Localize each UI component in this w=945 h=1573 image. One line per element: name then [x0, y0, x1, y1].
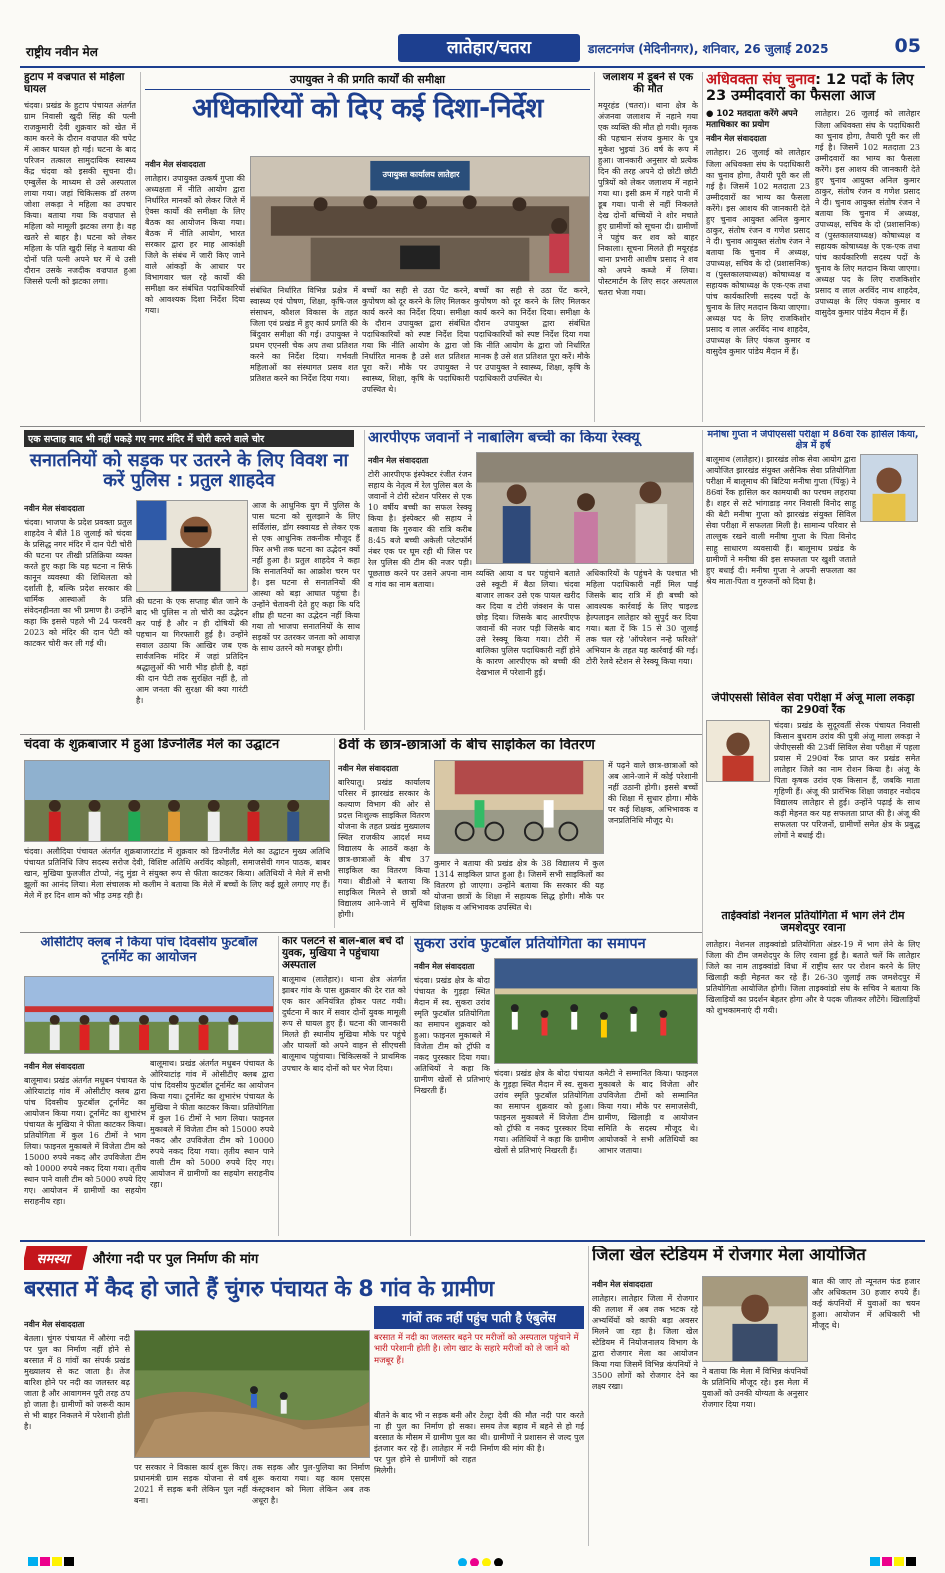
- byline: नवीन मेल संवाददाता: [24, 1062, 85, 1071]
- article-body-2: संबंधित निर्धारित विभिन्न प्रक्षेत्र में स्वास्थ्य एवं पोषण, शिक्षा, कृषि-जल संसाधन, कौशल विकास के तहत जिला एवं प्रखंड में हुए कार्य प्रगति की बिंदुवार समीक्षा की गई। उपायुक्त ने प्रथम एएनसी चेक अप तथा प्रतिशत करने का निर्देश दिया। गर्भवती महिलाओं का संस्थागत प्रसव शत प्रतिशत करने का निर्देश दिया गया।: [250, 286, 358, 384]
- officer-photo: [702, 1276, 808, 1362]
- cycle-photo: [434, 760, 604, 854]
- headline: मनीषा गुप्ता ने जेपीएससी परीक्षा में 86वां रैंक हासिल किया, क्षेत्र में हर्ष: [707, 430, 919, 451]
- football-team-photo: [24, 976, 274, 1054]
- article-body-3: बात की जाए तो न्यूनतम फंड हजार और अधिकतम 30 हजार रुपये हैं। कई कंपनियों में युवाओं का चयन हुआ। आयोजन में अधिकारी भी मौजूद थे।: [812, 1277, 920, 1331]
- byline: नवीन मेल संवाददाता: [145, 160, 206, 169]
- headline: जलाशय में डूबने से एक की मौत: [602, 72, 694, 95]
- article-body-2: बालूमाथ। प्रखंड अंतर्गत मधुबन पंचायत के ओरियाटांड़ गांव में ओसीटीए क्लब द्वारा पांच दिवसीय फुटबॉल टूर्नामेंट का आयोजन किया गया। टूर्नामेंट का शुभारंभ पंचायत के मुखिया ने फीता काटकर किया। प्रतियोगिता में कुल 16 टीमों ने भाग लिया। फाइनल मुकाबले में विजेता टीम को 15000 रुपये नकद और उपविजेता टीम को 10000 रुपये नकद दिया गया। तृतीय स्थान पाने वाली टीम को 5000 रुपये दिए गए। आयोजन में ग्रामीणों का सहयोग सराहनीय रहा।: [150, 1059, 274, 1190]
- byline: नवीन मेल संवाददाता: [414, 962, 475, 971]
- rescue-photo: [476, 452, 694, 564]
- kicker: अधिवक्ता संघ चुनाव: [706, 72, 816, 88]
- article-body: लातेहार। लातेहार जिला में रोजगार की तलाश में अब तक भटक रहे अभ्यर्थियों को काफी बड़ा अवसर मिलने जा रहा है। जिला खेल स्टेडियम में नियोजनालय विभाग के द्वारा रोजगार मेला का आयोजन किया गया जिसमें विभिन्न कंपनियों ने 3500 लोगों को रोजगार देने का लक्ष्य रखा।: [592, 1294, 698, 1392]
- article-body-2: की घटना के एक सप्ताह बीत जाने के बाद भी पुलिस न तो चोरी का उद्भेदन कर पाई है और न ही दोषियों की पहचान या गिरफ्तारी हुई है। उन्होंने सवाल उठाया कि आखिर जब एक सार्वजनिक मंदिर में जहां प्रतिदिन श्रद्धालुओं की भारी भीड़ होती है, वहां की दान पेटी तक सुरक्षित नहीं है, तो आम जनता की सुरक्षा की क्या गारंटी है।: [136, 597, 248, 706]
- article-body: चंदवा। अलौदिया पंचायत अंतर्गत शुक्रबाजारटांड में शुक्रवार को डिज्नीलैंड मेले का उद्घाटन मुख्य अतिथि पंचायत प्रतिनिधि जिप सदस्य सरोज देवी, विशिष्ट अतिथि अरविंद कोहली, समाजसेवी गगन पाठक, बाबर खान, मुखिया फुलजीत टोप्पो, नंदु मुंडा ने संयुक्त रूप से फीता काटकर किया। अतिथियों ने मेले में सभी झूलों का आनंद लिया। मेला संचालक मो कलीम ने बताया कि मेले में बच्चों के लिए कई झूले लगाए गए हैं। मेले में हर दिन शाम को भीड़ उमड़ रही है।: [24, 847, 330, 901]
- article-body-2: चंदवा। प्रखंड क्षेत्र के बोदा पंचायत के गुड़हा स्थित मैदान में स्व. सुकरा उरांव स्मृति फुटबॉल प्रतियोगिता का समापन शुक्रवार को हुआ। फाइनल मुकाबले में विजेता टीम को ट्रॉफी व नकद पुरस्कार दिया गया। अतिथियों ने कहा कि ग्रामीण खेलों से प्रतिभाएं निखरती हैं।: [494, 1069, 594, 1156]
- kicker: औरंगा नदी पर पुल निर्माण की मांग: [92, 1252, 259, 1267]
- article-advocate-election: [706, 72, 920, 422]
- article-body-3: तक सड़क और पुल-पुलिया का निर्माण शुरू कराया गया। यह काम एसएस कंस्ट्रक्शन को मिला लेकिन अब तक अधूरा है।: [252, 1463, 370, 1506]
- article-manisha-jpsc: [706, 430, 920, 690]
- byline: नवीन मेल संवाददाता: [24, 1320, 85, 1329]
- cyan-swatch: [28, 1557, 38, 1566]
- flooded-road-photo: [134, 1330, 370, 1458]
- black-swatch: [64, 1557, 74, 1566]
- article-body-3: आज के आधुनिक युग में पुलिस के पास घटना को सुलझाने के लिए सर्विलांस, डॉग स्क्वायड से लेकर एक से एक आधुनिक तकनीक मौजूद हैं फिर अभी तक घटना का उद्भेदन क्यों नहीं हुआ है। प्रतुल शाहदेव ने कहा कि सनातनियों का आक्रोश चरम पर है। इस घटना से सनातनियों की आस्था को बड़ा आघात पहुंचा है। उन्होंने चेतावनी देते हुए कहा कि यदि शीघ्र ही घटना का उद्भेदन नहीं किया गया तो भाजपा सनातनियों के साथ सड़कों पर उतरकर जनता को आवाज़ के साथ उतरने को मजबूर होगी।: [252, 501, 360, 654]
- yellow-swatch-right: [894, 1557, 904, 1566]
- article-body: चंदवा। प्रखंड के हुटाप पंचायत अंतर्गत ग्राम निवासी खुदी सिंह की पत्नी राजकुमारी देवी शुक्रवार को खेत में काम करने के दौरान वज्रपात की चपेट में आकर घायल हो गई। घटना के बाद परिजन तत्काल सामुदायिक स्वास्थ्य केंद्र चंदवा को इसकी सूचना दी। एम्बुलेंस के माध्यम से उसे अस्पताल लाया गया। जहां चिकित्सक डॉ तरुण जोशा लकड़ा ने महिला का उपचार किया। बताया गया कि वज्रपात से महिला को मामूली झटका लगा है। वह खतरे से बाहर है। घटना को लेकर महिला के पति खुदी सिंह ने बताया की दोनों पति पत्नी अपने घर में थे उसी दौरान उसके नजदीक वज्रपात हुआ जिससे पत्नी को झटका लगा।: [24, 100, 136, 286]
- headline: आरपीएफ जवानों ने नाबालिग बच्ची का किया रेस्क्यू: [368, 430, 640, 446]
- article-body-3: में पढ़ने वाले छात्र-छात्राओं को अब आने-जाने में कोई परेशानी नहीं उठानी होगी। इससे बच्चों की शिक्षा में सुधार होगा। मौके पर कई शिक्षक, अभिभावक व जनप्रतिनिधि मौजूद थे।: [608, 761, 698, 826]
- bullet-icon: ●: [706, 109, 717, 120]
- article-body-3: कमेटी ने सम्मानित किया। फाइनल मुकाबले के बाद विजेता और उपविजेता टीमों को सम्मानित किया गया। मौके पर समाजसेवी, ग्रामीण, खिलाड़ी व आयोजन समिति के सदस्य मौजूद थे। आयोजकों ने सभी अतिथियों का आभार जताया।: [598, 1069, 698, 1156]
- anju-photo: [706, 720, 770, 782]
- headline: हुटाप में वज्रपात से महिला घायल: [24, 72, 125, 95]
- section-tab: लातेहार/चतरा: [398, 34, 580, 62]
- kicker: उपायुक्त ने की प्रगति कार्यों की समीक्षा: [145, 72, 590, 90]
- black-swatch-right: [906, 1557, 916, 1566]
- yellow-swatch: [52, 1557, 62, 1566]
- headline: सुकरा उरांव फुटबॉल प्रतियोगिता का समापन: [414, 936, 646, 952]
- section-label: समस्या: [24, 1246, 87, 1270]
- kicker-bar: एक सप्ताह बाद भी नहीं पकड़े गए नगर मंदिर में चोरी करने वाले चोर: [24, 430, 354, 447]
- article-body: मयूरहंड (चतरा)। थाना क्षेत्र के अंजनवा जलाशय में नहाने गया एक व्यक्ति की मौत हो गयी। मृतक की पहचान संजय कुमार के पुत्र मुकेश भुइयां 36 वर्ष के रूप में हुआ। जानकारी अनुसार वो प्रत्येक दिन की तरह अपने दो छोटी छोटी पुत्रियों को लेकर जलाशय में नहाने गया था। इसी क्रम में गहरे पानी में डूब गया। पानी से नहीं निकलते देख दोनों बच्चियों ने शोर मचाते हुए ग्रामीणों को सूचना दी। ग्रामीणों ने पहुंच कर शव को बाहर निकाला। सूचना मिलते ही मयूरहंड थाना प्रभारी आशीष प्रसाद ने शव को अपने कब्जे में लिया। पोस्टमार्टम के लिए सदर अस्पताल चतरा भेजा गया।: [598, 100, 698, 298]
- page-number: 05: [894, 35, 921, 57]
- headline: जेपीएससी सिविल सेवा परीक्षा में अंजू माला लकड़ा का 290वां रैंक: [711, 692, 915, 717]
- article-taekwondo: [706, 910, 920, 1240]
- magenta-swatch: [40, 1557, 50, 1566]
- article-body: लातेहार। 26 जुलाई को लातेहार जिला अधिवक्ता संघ के पदाधिकारी का चुनाव होगा, तैयारी पूरी कर ली गई है। जिसमें 102 मतदाता 23 उम्मीदवारों का भाग्य का फैसला करेंगे। इस आशय की जानकारी देते हुए चुनाव आयुक्त अनिल कुमार ठाकुर, संतोष रंजन व गणेश प्रसाद ने दी। चुनाव आयुक्त संतोष रंजन ने बताया कि चुनाव में अध्यक्ष, उपाध्यक्ष, सचिव के दो (प्रशासनिक) व (पुस्तकालयाध्यक्ष) कोषाध्यक्ष व सहायक कोषाध्यक्ष के एक-एक तथा पांच कार्यकारिणी सदस्य पदों के चुनाव के लिए मतदान किया जाएगा। अध्यक्ष पद के लिए राजकिशोर प्रसाद व लाल अरविंद नाथ शाहदेव, उपाध्यक्ष के लिए पंकज कुमार व वासुदेव कुमार पांडेय मैदान में हैं।: [706, 148, 810, 357]
- headline: 8वीं के छात्र-छात्राओं के बीच साइकिल का वितरण: [338, 738, 595, 753]
- sub-text: बरसात में नदी का जलस्तर बढ़ने पर मरीजों को अस्पताल पहुंचाने में भारी परेशानी होती है। लोग खाट के सहारे मरीजों को ले जाने को मजबूर हैं।: [374, 1333, 579, 1366]
- headline: ओसीटीए क्लब ने किया पांच दिवसीय फुटबॉल टूर्नामेंट का आयोजन: [40, 936, 258, 965]
- article-body-2: व्यक्ति आया व घर पहुंचाने बताते उसे स्कूटी में बैठा लिया। चंदवा बाजार लाकर उसे एक पायल खरीद कर दिया व टोरी जंक्शन के पास छोड़ दिया। जिसके बाद आरपीएफ जवानों की नजर पड़ी जिसके बाद उसे रेस्क्यू किया गया। टोरी में बालिका पुलिस पदाधिकारी नहीं होने के कारण आरपीएफ को बच्ची की देखभाल में परेशानी हुई।: [476, 569, 580, 678]
- article-body: चंदवा। प्रखंड क्षेत्र के बोदा पंचायत के गुड़हा स्थित मैदान में स्व. सुकरा उरांव स्मृति फुटबॉल प्रतियोगिता का समापन शुक्रवार को हुआ। फाइनल मुकाबले में विजेता टीम को ट्रॉफी व नकद पुरस्कार दिया गया। अतिथियों ने कहा कि ग्रामीण खेलों से प्रतिभाएं निखरती हैं।: [414, 976, 490, 1096]
- article-body: लातेहार। उपायुक्त उत्कर्ष गुप्ता की अध्यक्षता में नीति आयोग द्वारा निर्धारित मानकों को लेकर जिले में ए़ेक्स कार्यो की समीक्षा के लिए बैठक का आयोजन किया गया। बैठक में नीति आयोग, भारत सरकार द्वारा हर माह आकांक्षी जिले के संबंध में जारी किए जाने वाले आंकड़ों के आधार पर विभागवार चल रहे कार्यो की समीक्षा कर संबंधित पदाधिकारियों को आवश्यक दिशा निर्देश दिया गया।: [145, 174, 245, 316]
- headline: अधिकारियों को दिए कई दिशा-निर्देश: [192, 93, 543, 124]
- headline: [706, 72, 920, 104]
- byline: नवीन मेल संवाददाता: [592, 1280, 653, 1289]
- article-body: टोरी आरपीएफ इंस्पेक्टर रंजीत रंजन सहाय के नेतृत्व में रेल पुलिस बल के जवानों ने टोरी स्टेशन परिसर से एक 10 वर्षीय बच्ची का सफल रेस्क्यू किया है। इंस्पेक्टर श्री सहाय ने बताया कि गुरुवार की रात्रि करीब 8:45 बजे बच्ची अकेली प्लेटफॉर्म नंबर एक पर घूम रही थी जिस पर रेल पुलिस की टीम की नजर पड़ी। पूछताछ करने पर उसने अपना नाम व गांव का नाम बताया।: [368, 470, 472, 590]
- meeting-photo: [250, 156, 590, 282]
- pratul-photo: [136, 500, 248, 592]
- fair-photo: [24, 760, 330, 842]
- headline: ताईक्वांडो नेशनल प्रतियोगिता में भाग लेने टीम जमशेदपुर रवाना: [721, 910, 905, 935]
- football-match-photo: [494, 958, 698, 1064]
- article-body: बालूमाथ (लातेहार)। झारखंड लोक सेवा आयोग द्वारा आयोजित झारखंड संयुक्त असैनिक सेवा प्रतियोगिता परीक्षा में बालूमाथ की बिटिया मनीषा गुप्ता (पिंकू) ने 86वां रैंक हासिल कर कामयाबी का परचम लहराया है। शहर से सटे भांगाडाड़ नगर निवासी विनोद साहू की बेटी मनीषा गुप्ता को झारखंड संयुक्त सिविल सेवा परीक्षा में सफलता मिली है। सामान्य परिवार से ताल्लुक रखने वाली मनीषा गुप्ता के पिता विनोद साहू साधारण व्यवसायी हैं। बालूमाथ प्रखंड के ग्रामीणों ने मनीषा की इस सफलता पर खुशी जताते हुए बधाई दी। मनीषा गुप्ता ने अपनी सफलता का श्रेय माता-पिता व गुरुजनों को दिया है।: [706, 455, 856, 586]
- article-body-3: अधिकारियों के पहुंचने के पश्चात भी महिला पदाधिकारी नहीं मिल पाई जिसके बाद रात्रि में ही बच्ची को आवश्यक कार्रवाई के लिए चाइल्ड हेल्पलाइन लातेहार को सुपुर्द कर दिया गया। बता दें कि 15 से 30 जुलाई तक चल रहे 'ऑपरेशन नन्हे फरिश्ते' अभियान के तहत यह कार्रवाई की गई। टोरी रेलवे स्टेशन से रेस्क्यू किया गया।: [586, 569, 698, 667]
- article-body-2: ने बताया कि मेला में विभिन्न कंपनियों के प्रतिनिधि मौजूद रहे। इस मेला में युवाओं को उनकी योग्यता के अनुसार रोजगार दिया गया।: [702, 1367, 808, 1410]
- magenta-swatch-right: [882, 1557, 892, 1566]
- masthead: [20, 33, 925, 65]
- article-body-3: बच्चों का सही से उठा पेंट करने, कुपोषण को दूर करने के लिए मिलकर कार्य करने का निर्देश दिया। समीक्षा के दौरान उपायुक्त द्वारा संबंधित पदाधिकारियों को स्पष्ट निर्देश दिया गया कि नीति आयोग के द्वारा जो निर्धारित मानक है उसे शत प्रतिशत पूरा करें। मौके पर उपायुक्त ने स्वास्थ्य, शिक्षा, कृषि के पदाधिकारी उपस्थित थे।: [362, 286, 470, 395]
- headline-rest: : 12 पदों के लिए 23 उम्मीदवारों का फैसला आज: [706, 72, 914, 105]
- headline: कार पलटने से बाल-बाल बचे दो युवक, मुखिया ने पहुंचाया अस्पताल: [282, 936, 404, 971]
- black-dot: [494, 1558, 503, 1566]
- headline: चंदवा के शुक्रबाजार में हुआ डिज्नीलैंड मेले का उद्घाटन: [24, 738, 280, 752]
- headline: जिला खेल स्टेडियम में रोजगार मेला आयोजित: [592, 1246, 866, 1264]
- article-body: चंदवा। प्रखंड के सुदूरवर्ती सेरक पंचायत निवासी किसान बुधराम उरांव की पुत्री अंजू माला लकड़ा ने जेपीएससी की 23वीं सिविल सेवा परीक्षा में पहला प्रयास में 290वां रैंक प्राप्त कर प्रखंड समेत लातेहार जिले का नाम रोशन किया है। अंजू के पिता कृषक उरांव एक किसान हैं, जबकि माता गृहिणी हैं। अंजू की प्रारंभिक शिक्षा जवाहर नवोदय विद्यालय लातेहार से हुई। उन्होंने पढ़ाई के साथ कड़ी मेहनत कर यह सफलता प्राप्त की है। अंजू की सफलता पर परिजनों, ग्रामीणों समेत क्षेत्र के प्रबुद्ध लोगों ने बधाई दी।: [774, 720, 920, 840]
- paper-logo: राष्ट्रीय नवीन मेल: [26, 45, 98, 59]
- magenta-dot: [470, 1558, 479, 1566]
- article-drowning: [598, 72, 698, 422]
- cyan-swatch-right: [870, 1557, 880, 1566]
- yellow-dot: [482, 1558, 491, 1566]
- headline: सनातनियों को सड़क पर उतरने के लिए विवश ना करें पुलिस : प्रतुल शाहदेव: [29, 450, 349, 492]
- byline: नवीन मेल संवाददाता: [24, 504, 85, 513]
- byline: नवीन मेल संवाददाता: [706, 134, 767, 144]
- article-body-4: बीतने के बाद भी न सड़क बनी और ना ही पुल का निर्माण हो सका। बरसात के मौसम में ग्रामीण पुल का इंतजार कर रहे हैं। लातेहार में नदी पर पुल होने से ग्रामीणों को राहत मिलेगी।: [374, 1411, 476, 1476]
- article-body: बारियातू। प्रखंड कार्यालय परिसर में झारखंड सरकार के कल्याण विभाग की ओर से प्रदत्त निःशुल्क साइकिल वितरण योजना के तहत प्रखंड मुख्यालय स्थित राजकीय आदर्श मध्य विद्यालय के आठवें कक्षा के छात्र-छात्राओं के बीच 37 साइकिल का वितरण किया गया। बीडीओ ने बताया कि साइकिल मिलने से छात्रों को विद्यालय आने-जाने में सुविधा होगी।: [338, 778, 430, 920]
- sub-bar: गांवों तक नहीं पहुंच पाती है एंबुलेंस: [374, 1306, 584, 1329]
- article-body-4: बच्चों का सही से उठा पेंट करने, कुपोषण को दूर करने के लिए मिलकर कार्य करने का निर्देश दिया। समीक्षा के दौरान उपायुक्त द्वारा संबंधित पदाधिकारियों को स्पष्ट निर्देश दिया गया कि नीति आयोग के द्वारा जो निर्धारित मानक है उसे शत प्रतिशत पूरा करें। मौके पर उपायुक्त ने स्वास्थ्य, शिक्षा, कृषि के पदाधिकारी उपस्थित थे।: [474, 286, 590, 384]
- article-body: चंदवा। भाजपा के प्रदेश प्रवक्ता प्रतुल शाहदेव ने बीते 18 जुलाई को चंदवा के प्रसिद्ध नगर मंदिर में दान पेटी चोरी की घटना पर तीखी प्रतिक्रिया व्यक्त करते हुए कहा कि यह घटना न सिर्फ कानून व्यवस्था की शिथिलता को दर्शाती है, बल्कि प्रदेश सरकार की धार्मिक आस्थाओं के प्रति संवेदनहीनता का भी प्रमाण है। उन्होंने कहा कि इससे पहले भी 24 फरवरी 2023 को मंदिर की दान पेटी को काटकर चोरी कर ली गई थी।: [24, 518, 132, 649]
- article-body: बालूमाथ (लातेहार)। थाना क्षेत्र अंतर्गत झाबर गांव के पास शुक्रवार की देर रात को एक कार अनियंत्रित होकर पलट गयी। दुर्घटना में कार में सवार दोनों युवक मामूली रूप से घायल हुए हैं। घटना की जानकारी मिलते ही स्थानीय मुखिया मौके पर पहुंचे और घायलों को अपने वाहन से सीएचसी बालूमाथ पहुंचाया। चिकित्सकों ने प्राथमिक उपचार के बाद दोनों को घर भेज दिया।: [282, 975, 406, 1073]
- cyan-dot: [458, 1558, 467, 1566]
- article-body-2: कुमार ने बताया की प्रखंड क्षेत्र के 38 विद्यालय में कुल 1314 साइकिल प्राप्त हुआ है। जिसमें सभी साइकिलों का वितरण हो जाएगा। उन्होंने बताया कि सरकार की यह योजना छात्रों के शिक्षा में सहायक सिद्ध होगी। मौके पर शिक्षक व अभिभावक उपस्थित थे।: [434, 859, 604, 913]
- manisha-photo: [860, 454, 918, 522]
- print-registration-marks: [28, 1552, 928, 1566]
- dateline: डालटनगंज (मेदिनीनगर), शनिवार, 26 जुलाई 2025: [588, 42, 829, 56]
- article-car-accident: [282, 936, 406, 1236]
- headline: बरसात में कैद हो जाते हैं चुंगरु पंचायत के 8 गांव के ग्रामीण: [24, 1277, 494, 1302]
- article-body-2: लातेहार। 26 जुलाई को लातेहार जिला अधिवक्ता संघ के पदाधिकारी का चुनाव होगा, तैयारी पूरी कर ली गई है। जिसमें 102 मतदाता 23 उम्मीदवारों का भाग्य का फैसला करेंगे। इस आशय की जानकारी देते हुए चुनाव आयुक्त अनिल कुमार ठाकुर, संतोष रंजन व गणेश प्रसाद ने दी। चुनाव आयुक्त संतोष रंजन ने बताया कि चुनाव में अध्यक्ष, उपाध्यक्ष, सचिव के दो (प्रशासनिक) व (पुस्तकालयाध्यक्ष) कोषाध्यक्ष व सहायक कोषाध्यक्ष के एक-एक तथा पांच कार्यकारिणी सदस्य पदों के चुनाव के लिए मतदान किया जाएगा। अध्यक्ष पद के लिए राजकिशोर प्रसाद व लाल अरविंद नाथ शाहदेव, उपाध्यक्ष के लिए पंकज कुमार व वासुदेव कुमार पांडेय मैदान में हैं।: [815, 109, 920, 318]
- bullet: ● 102 मतदाता करेंगे अपने मताधिकार का प्रयोग: [706, 109, 798, 131]
- article-anju-jpsc: [706, 692, 920, 907]
- byline: नवीन मेल संवाददाता: [368, 456, 429, 465]
- article-body: बालूमाथ। प्रखंड अंतर्गत मधुबन पंचायत के ओरियाटांड़ गांव में ओसीटीए क्लब द्वारा पांच दिवसीय फुटबॉल टूर्नामेंट का आयोजन किया गया। टूर्नामेंट का शुभारंभ पंचायत के मुखिया ने फीता काटकर किया। प्रतियोगिता में कुल 16 टीमों ने भाग लिया। फाइनल मुकाबले में विजेता टीम को 15000 रुपये नकद और उपविजेता टीम को 10000 रुपये नकद दिया गया। तृतीय स्थान पाने वाली टीम को 5000 रुपये दिए गए। आयोजन में ग्रामीणों का सहयोग सराहनीय रहा।: [24, 1076, 146, 1207]
- article-body-2: पर सरकार ने विकास कार्य शुरू किए। प्रधानमंत्री ग्राम सड़क योजना से वर्ष 2021 में सड़क बनी लेकिन पुल नहीं बना।: [134, 1463, 248, 1506]
- article-body: लातेहार। नेशनल ताइक्वांडो प्रतियोगिता अंडर-19 में भाग लेने के लिए जिला की टीम जमशेदपुर के लिए रवाना हुई है। बताते चलें कि लातेहार जिले का नाम ताइक्वांडो विधा में राष्ट्रीय स्तर पर रोशन करने के लिए खिलाड़ी कड़ी मेहनत कर रहे हैं। 26-30 जुलाई तक जमशेदपुर में प्रतियोगिता आयोजित होगी। जिला ताइक्वांडो संघ के सचिव ने बताया कि खिलाड़ियों का प्रदर्शन बेहतर होगा और वे पदक जीतकर लौटेंगे। खिलाड़ियों को शुभकामनाएं दी गयी।: [706, 939, 920, 1015]
- photo-banner-text: उपायुक्त कार्यालय लातेहार: [382, 170, 460, 179]
- article-body: बेतला। चुंगरु पंचायत में औरंगा नदी पर पुल का निर्माण नहीं होने से बरसात में 8 गांवों का संपर्क प्रखंड मुख्यालय से कट जाता है। तेज बारिश होने पर नदी का जलस्तर बढ़ जाता है और आवागमन पूरी तरह ठप हो जाता है। ग्रामीणों को जरूरी काम से भी बाहर निकलने में परेशानी होती है।: [24, 1334, 130, 1432]
- article-lightning: [24, 72, 136, 422]
- byline: नवीन मेल संवाददाता: [338, 764, 399, 773]
- article-body-5: टेल्ट्रा देवी की मौत नदी पार करते समय तेज बहाव में बहने से हो गई थी। ग्रामीणों ने प्रशासन से जल्द पुल निर्माण की मांग की है।: [480, 1411, 584, 1454]
